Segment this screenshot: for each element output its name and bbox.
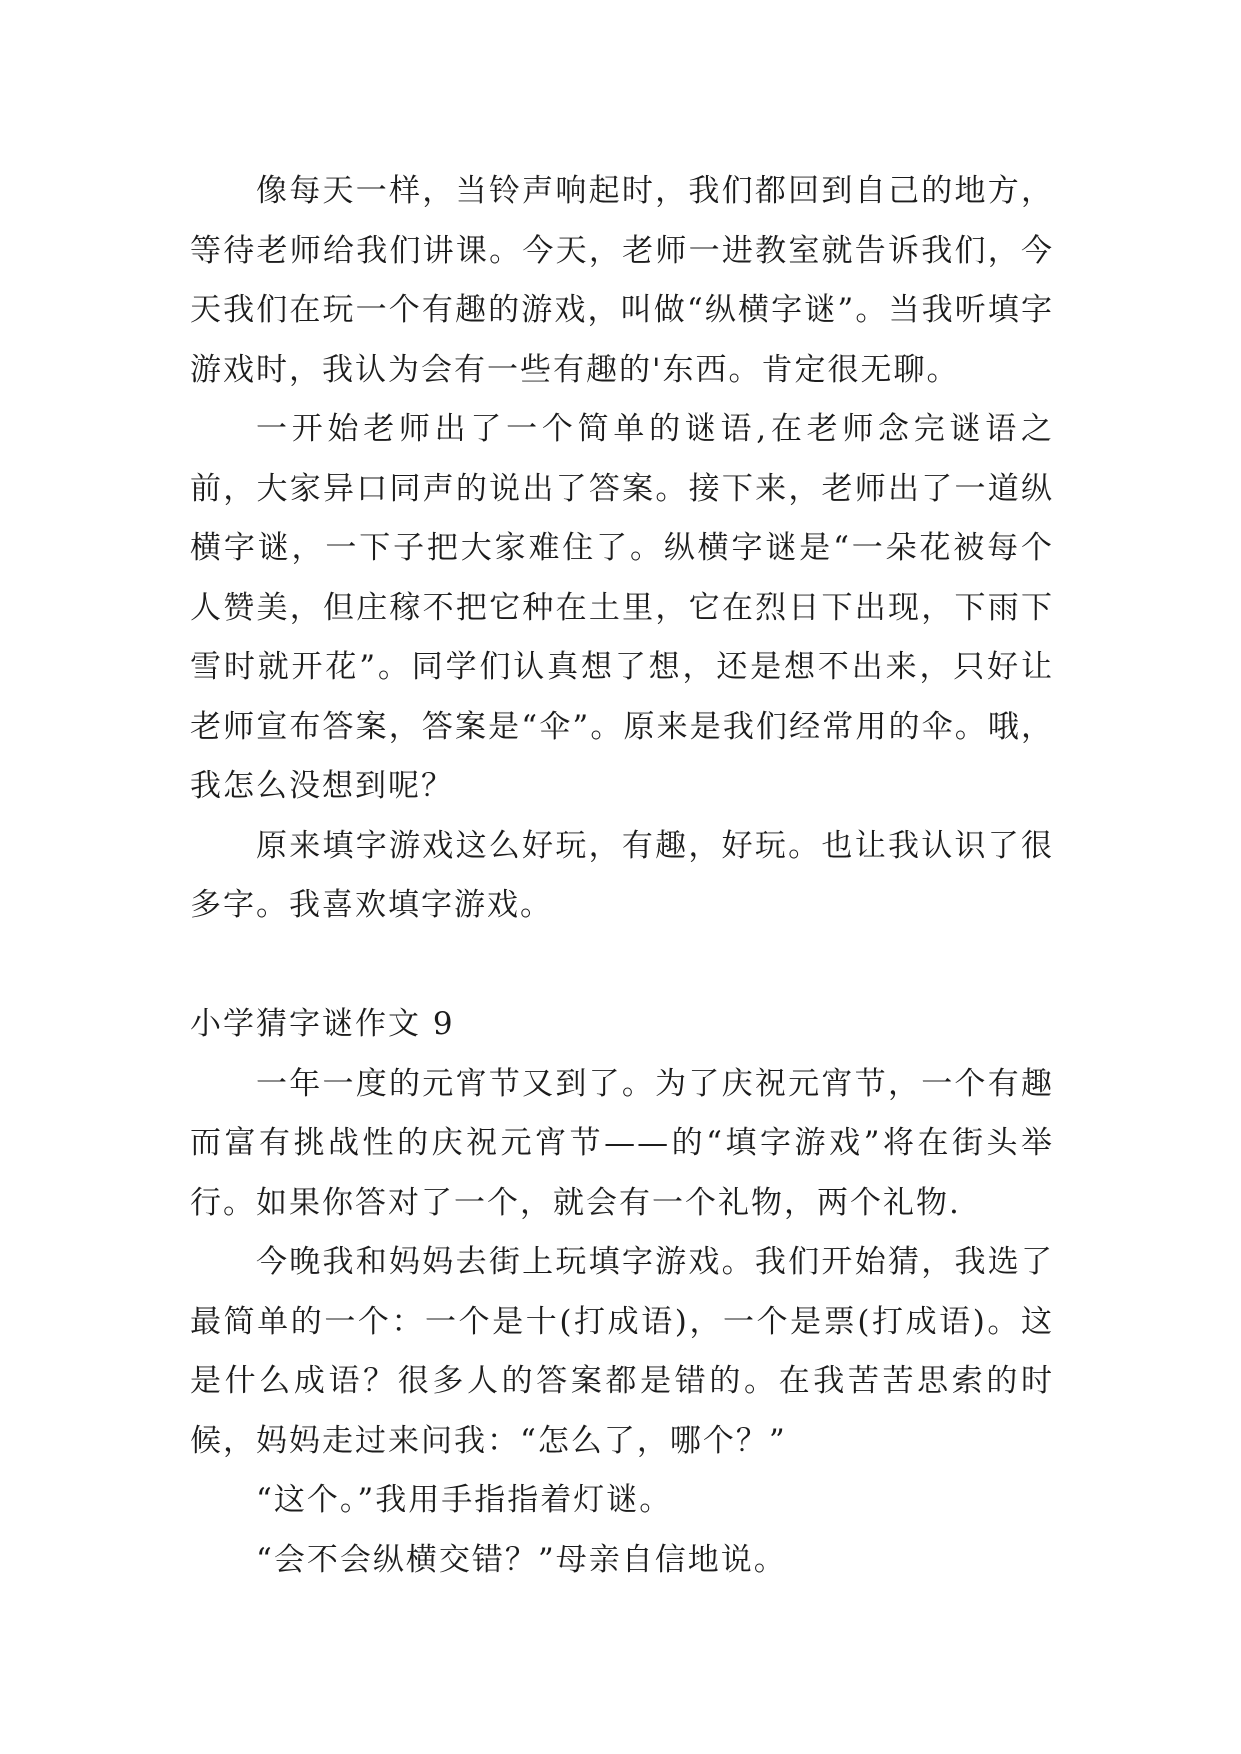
paragraph: 一开始老师出了一个简单的谜语,在老师念完谜语之前，大家异口同声的说出了答案。接下来，老师出了一道纵横字谜，一下子把大家难住了。纵横字谜是“一朵花被每个人赞美，但庄稼不把它种在土里，它在烈日下出现，下雨下雪时就开花”。同学们认真想了想，还是想不出来，只好让老师宣布答案，答案是“伞”。原来是我们经常用的伞。哦，我怎么没想到呢？	[190, 411, 1054, 804]
paragraph: “这个。”我用手指指着灯谜。	[256, 1482, 673, 1518]
paragraph: 原来填字游戏这么好玩，有趣，好玩。也让我认识了很多字。我喜欢填字游戏。	[190, 827, 1054, 923]
paragraph: 一年一度的元宵节又到了。为了庆祝元宵节，一个有趣而富有挑战性的庆祝元宵节——的“填字游戏”将在街头举行。如果你答对了一个，就会有一个礼物，两个礼物.	[190, 1065, 1054, 1221]
paragraph: 像每天一样，当铃声响起时，我们都回到自己的地方，等待老师给我们讲课。今天，老师一进教室就告诉我们，今天我们在玩一个有趣的游戏，叫做“纵横字谜”。当我听填字游戏时，我认为会有一些有趣的'东西。肯定很无聊。	[190, 173, 1054, 388]
section-title: 小学猜字谜作文 9	[190, 1006, 455, 1042]
document-body	[190, 162, 1054, 1590]
paragraph: 今晚我和妈妈去街上玩填字游戏。我们开始猜，我选了最简单的一个：一个是十(打成语)，一个是票(打成语)。这是什么成语？很多人的答案都是错的。在我苦苦思索的时候，妈妈走过来问我：“怎么了，哪个？”	[190, 1244, 1054, 1459]
paragraph: “会不会纵横交错？”母亲自信地说。	[256, 1541, 787, 1578]
